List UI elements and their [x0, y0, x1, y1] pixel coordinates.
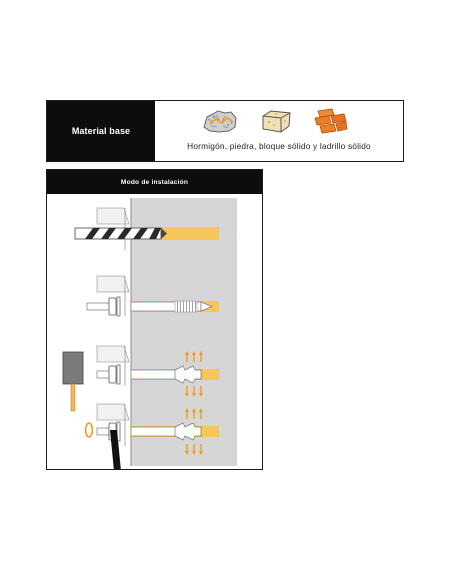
installation-diagram — [47, 194, 263, 470]
hammer-icon — [63, 352, 83, 384]
installation-title: Modo de instalación — [47, 170, 262, 194]
torque-rotation-icon — [86, 423, 93, 437]
material-base-panel — [46, 100, 404, 162]
drill-hole — [161, 227, 219, 240]
material-base-caption: Hormigón, piedra, bloque sólido y ladrillo sólido — [187, 141, 371, 151]
stone-icon — [201, 107, 239, 135]
nut-icon — [109, 298, 116, 315]
material-base-title: Material base — [47, 101, 155, 161]
installation-panel — [46, 169, 263, 470]
solid-block-icon — [259, 107, 293, 135]
material-icons-row — [155, 101, 403, 141]
brick-icon — [312, 107, 348, 137]
